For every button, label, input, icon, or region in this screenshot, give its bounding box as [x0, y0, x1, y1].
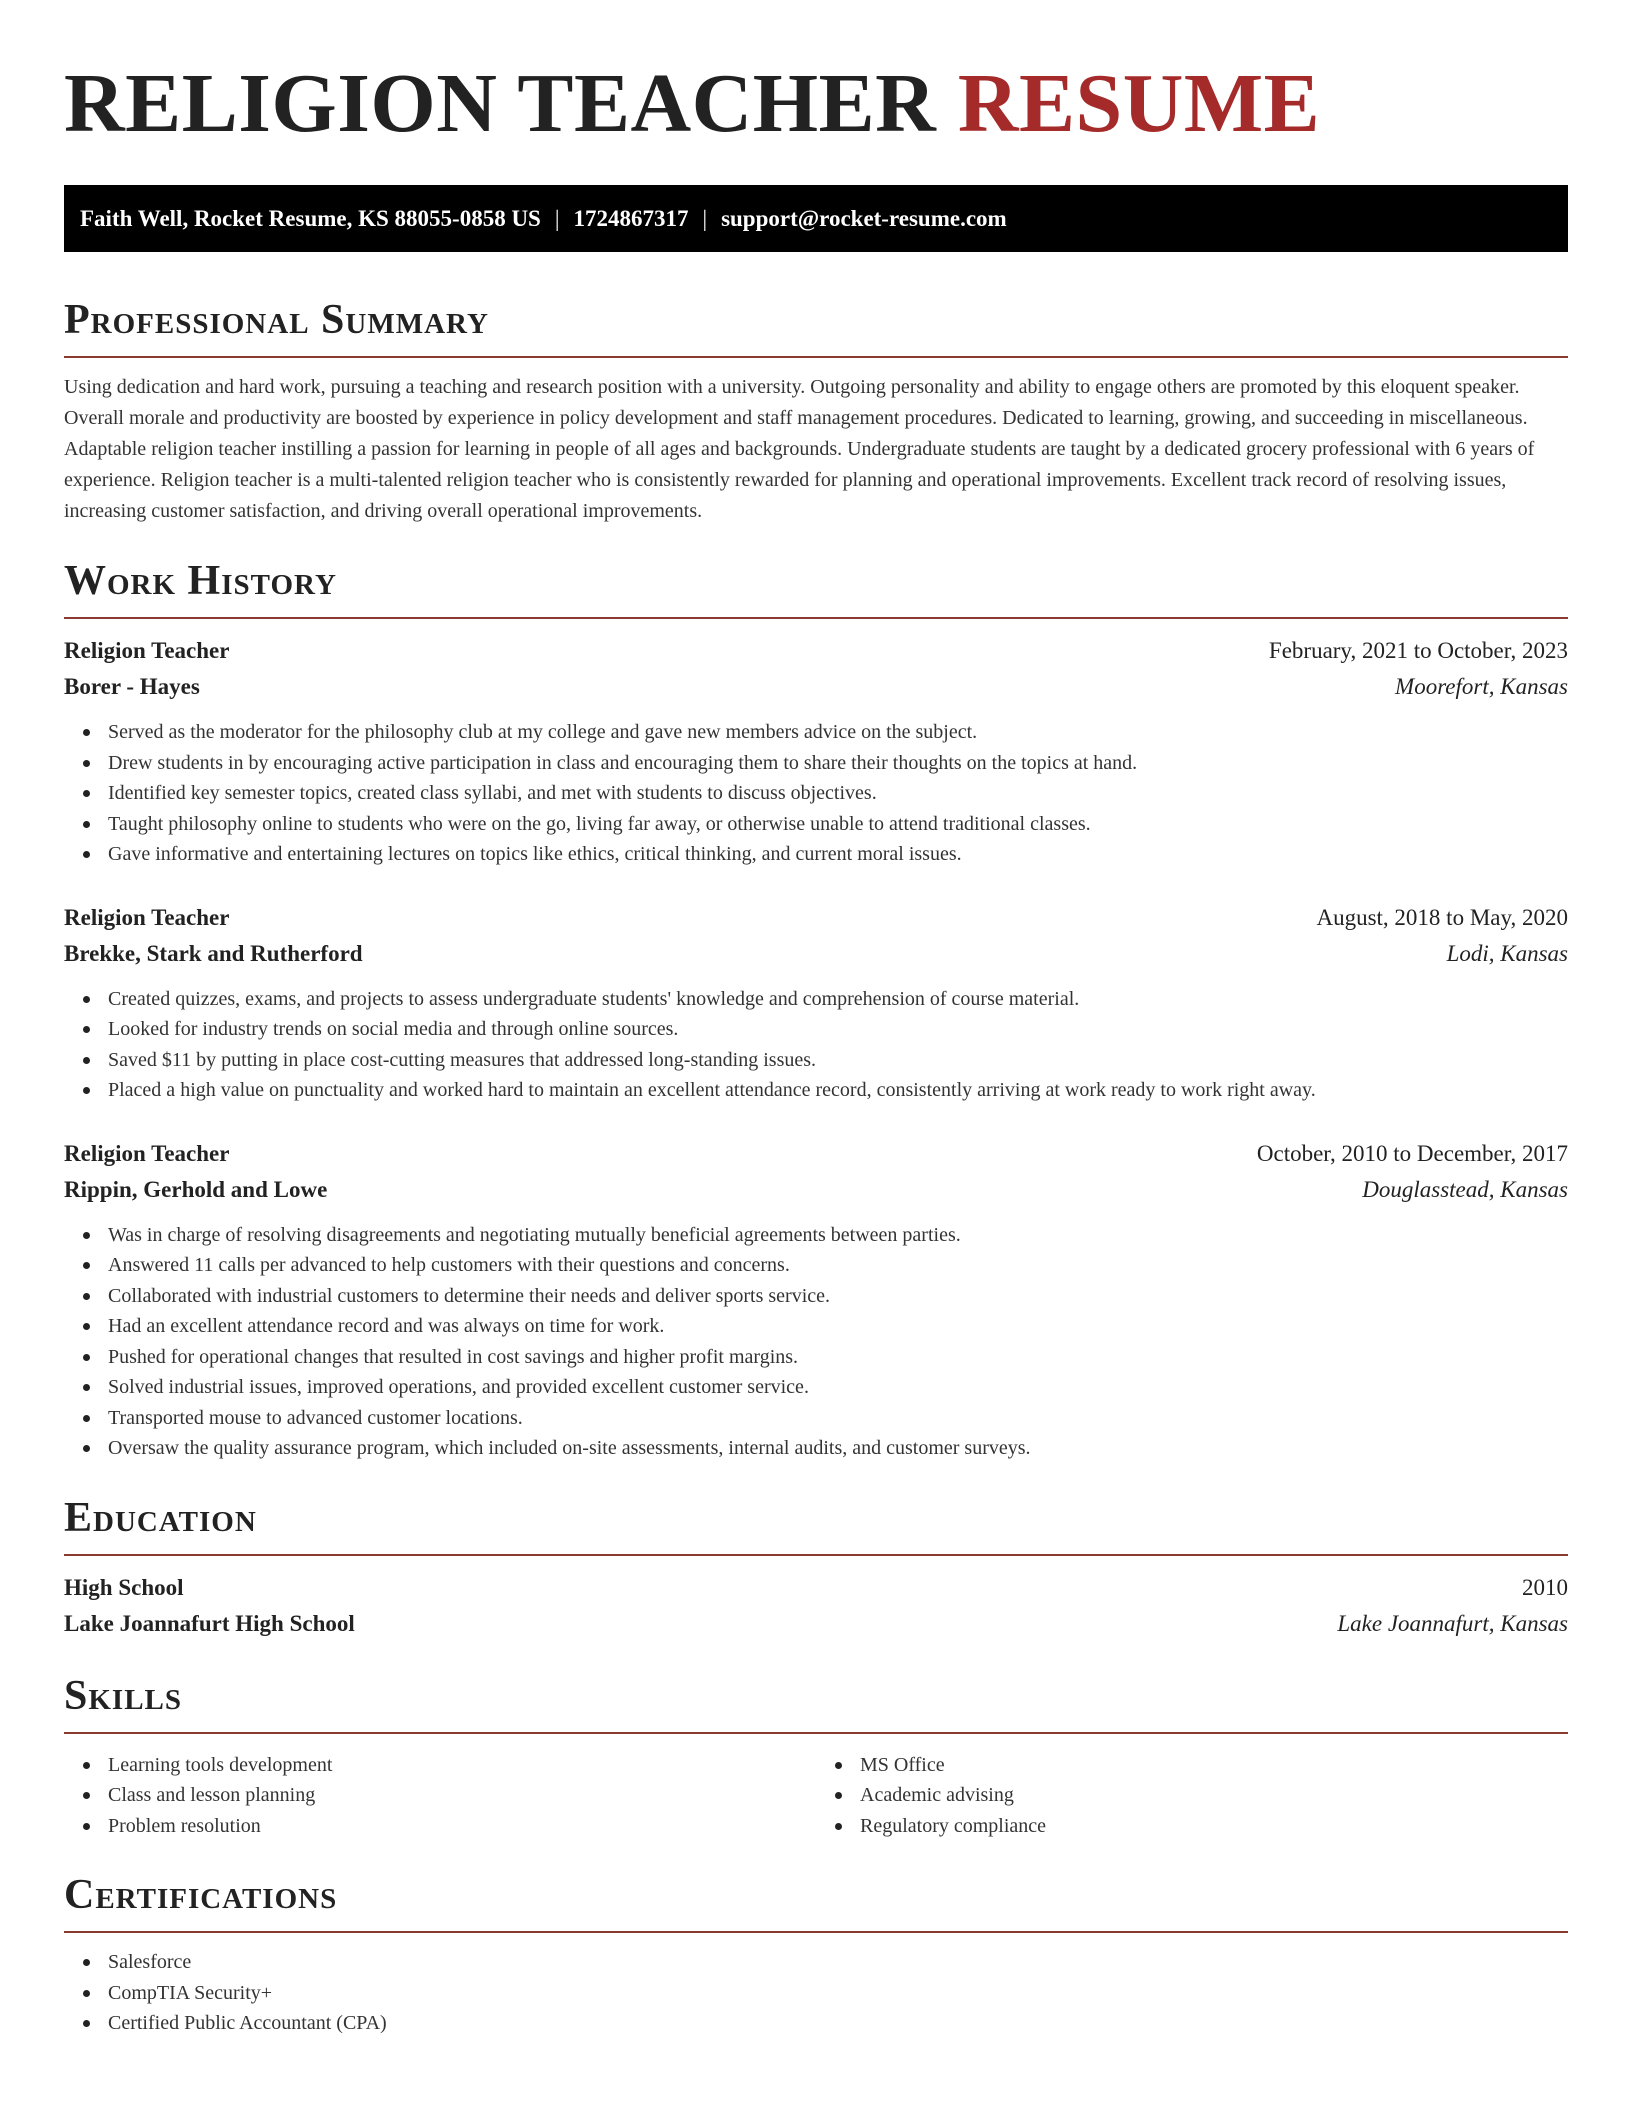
education-school: Lake Joannafurt High School — [64, 1610, 355, 1636]
job-title: Religion Teacher — [64, 638, 230, 663]
certifications-list — [64, 1947, 1568, 2039]
list-item: Learning tools development — [108, 1750, 816, 1781]
section-heading: Skills — [64, 1672, 183, 1719]
list-item: MS Office — [860, 1750, 1568, 1781]
skills-list-left — [64, 1750, 816, 1842]
list-item: Drew students in by encouraging active participation in class and encouraging them to share their thoughts on the topics at hand. — [108, 748, 1568, 779]
job-header-row — [64, 633, 1568, 669]
education-school-row — [64, 1606, 1568, 1642]
work-history-section — [64, 557, 1568, 1464]
list-item: Regulatory compliance — [860, 1811, 1568, 1842]
list-item: Had an excellent attendance record and was always on time for work. — [108, 1311, 1568, 1342]
job-header-row — [64, 900, 1568, 936]
list-item: Served as the moderator for the philosophy club at my college and gave new members advice on the subject. — [108, 717, 1568, 748]
list-item: Identified key semester topics, created class syllabi, and met with students to discuss objectives. — [108, 778, 1568, 809]
list-item: Pushed for operational changes that resulted in cost savings and higher profit margins. — [108, 1342, 1568, 1373]
contact-separator: | — [702, 206, 708, 231]
job-title: Religion Teacher — [64, 904, 230, 930]
section-heading: Work History — [64, 558, 337, 604]
title-accent: RESUME — [957, 57, 1321, 150]
list-item: Looked for industry trends on social media and through online sources. — [108, 1014, 1568, 1045]
skills-list-right — [816, 1750, 1568, 1842]
summary-section — [64, 296, 1568, 527]
job-entry — [64, 1136, 1568, 1464]
section-divider — [64, 1554, 1568, 1556]
job-entry — [64, 633, 1568, 870]
list-item: Gave informative and entertaining lectures on topics like ethics, critical thinking, and current moral issues. — [108, 839, 1568, 870]
list-item: Oversaw the quality assurance program, which included on-site assessments, internal audits, and customer surveys. — [108, 1433, 1568, 1464]
job-company-row — [64, 1172, 1568, 1208]
list-item: CompTIA Security+ — [108, 1978, 1568, 2009]
job-company-row — [64, 669, 1568, 705]
section-divider — [64, 617, 1568, 619]
job-title: Religion Teacher — [64, 1140, 230, 1166]
section-divider — [64, 1931, 1568, 1933]
list-item: Collaborated with industrial customers to determine their needs and deliver sports service. — [108, 1281, 1568, 1312]
job-location: Lodi, Kansas — [1446, 940, 1568, 966]
list-item: Saved $11 by putting in place cost-cutting measures that addressed long-standing issues. — [108, 1045, 1568, 1076]
list-item: Solved industrial issues, improved operations, and provided excellent customer service. — [108, 1372, 1568, 1403]
contact-address: Faith Well, Rocket Resume, KS 88055-0858 US — [80, 206, 541, 231]
contact-separator: | — [554, 206, 560, 231]
skills-section — [64, 1672, 1568, 1842]
job-dates: August, 2018 to May, 2020 — [1316, 904, 1568, 930]
section-divider — [64, 1732, 1568, 1734]
list-item: Placed a high value on punctuality and worked hard to maintain an excellent attendance record, consistently arriving at work ready to work right away. — [108, 1075, 1568, 1106]
page-title — [64, 56, 1568, 152]
job-dates: October, 2010 to December, 2017 — [1256, 1140, 1568, 1166]
list-item: Problem resolution — [108, 1811, 816, 1842]
title-main: RELIGION TEACHER — [64, 57, 937, 150]
certifications-section — [64, 1871, 1568, 2039]
list-item: Answered 11 calls per advanced to help customers with their questions and concerns. — [108, 1250, 1568, 1281]
list-item: Academic advising — [860, 1780, 1568, 1811]
job-company-row — [64, 936, 1568, 972]
section-divider — [64, 356, 1568, 358]
list-item: Transported mouse to advanced customer locations. — [108, 1403, 1568, 1434]
education-degree: High School — [64, 1574, 184, 1600]
job-location: Moorefort, Kansas — [1395, 674, 1568, 699]
education-year: 2010 — [1522, 1574, 1568, 1600]
list-item: Created quizzes, exams, and projects to assess undergraduate students' knowledge and comprehension of course material. — [108, 984, 1568, 1015]
list-item: Was in charge of resolving disagreements and negotiating mutually beneficial agreements between parties. — [108, 1220, 1568, 1251]
job-bullets — [64, 717, 1568, 870]
contact-email: support@rocket-resume.com — [721, 206, 1007, 231]
job-location: Douglasstead, Kansas — [1362, 1176, 1568, 1202]
section-heading: Education — [64, 1494, 257, 1541]
list-item: Taught philosophy online to students who were on the go, living far away, or otherwise unable to attend traditional classes. — [108, 809, 1568, 840]
job-entry — [64, 900, 1568, 1106]
section-heading: Certifications — [64, 1872, 338, 1918]
skills-grid — [64, 1748, 1568, 1842]
list-item: Certified Public Accountant (CPA) — [108, 2008, 1568, 2039]
job-dates: February, 2021 to October, 2023 — [1268, 638, 1568, 663]
job-company: Borer - Hayes — [64, 674, 200, 699]
summary-text: Using dedication and hard work, pursuing a teaching and research position with a university. Outgoing personality and ability to engage others are promoted by this eloquent speaker. Overall morale and productivity are boosted by experience in policy development and staff management procedures. Dedicated to learning, growing, and succeeding in miscellaneous. Adaptable religion teacher instilling a passion for learning in people of all ages and backgrounds. Undergraduate students are taught by a dedicated grocery professional with 6 years of experience. Religion teacher is a multi-talented religion teacher who is consistently rewarded for planning and operational improvements. Excellent track record of resolving issues, increasing customer satisfaction, and driving overall operational improvements. — [64, 376, 1535, 522]
job-bullets — [64, 1220, 1568, 1464]
education-location: Lake Joannafurt, Kansas — [1337, 1610, 1568, 1636]
education-header-row — [64, 1570, 1568, 1606]
job-company: Brekke, Stark and Rutherford — [64, 940, 363, 966]
job-company: Rippin, Gerhold and Lowe — [64, 1176, 328, 1202]
list-item: Salesforce — [108, 1947, 1568, 1978]
contact-phone: 1724867317 — [573, 206, 689, 231]
contact-bar — [64, 185, 1568, 252]
list-item: Class and lesson planning — [108, 1780, 816, 1811]
job-header-row — [64, 1136, 1568, 1172]
job-bullets — [64, 984, 1568, 1106]
section-heading: Professional Summary — [64, 297, 489, 343]
education-section — [64, 1494, 1568, 1642]
